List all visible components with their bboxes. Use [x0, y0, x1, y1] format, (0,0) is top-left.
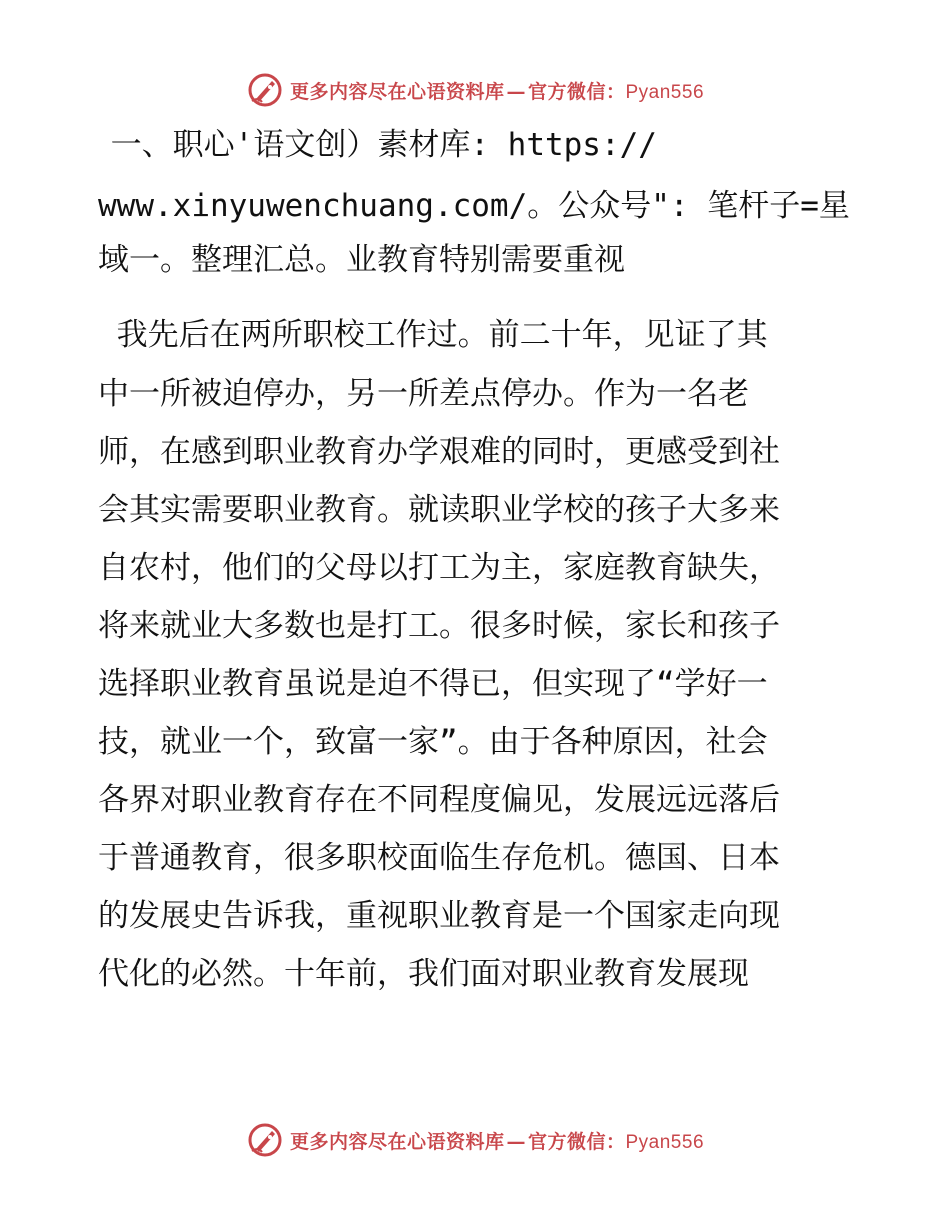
header-banner-text [290, 77, 704, 104]
body-line-5: 自农村，他们的父母以打工为主，家庭教育缺失， [98, 550, 780, 586]
body-line-11: 的发展史告诉我，重视职业教育是一个国家走向现 [98, 898, 780, 934]
header-wechat-id: Pyan556 [625, 81, 705, 103]
title-line-3: 域一。整理汇总。业教育特别需要重视 [98, 242, 625, 278]
title-line-1: 一、职心'语文创）素材库: https:// [92, 127, 657, 163]
pen-nib-logo-icon [246, 71, 284, 109]
footer-wechat-id: Pyan556 [625, 1131, 705, 1153]
footer-banner-separator: — [506, 1130, 526, 1153]
body-line-4: 会其实需要职业教育。就读职业学校的孩子大多来 [98, 492, 780, 528]
body-line-9: 各界对职业教育存在不同程度偏见，发展远远落后 [98, 782, 780, 818]
title-line-2: www.xinyuwenchuang.com/。公众号": 笔杆子=星 [98, 188, 850, 224]
body-line-2: 中一所被迫停办，另一所差点停办。作为一名老 [98, 376, 749, 412]
body-line-10: 于普通教育，很多职校面临生存危机。德国、日本 [98, 840, 780, 876]
header-banner-title: 更多内容尽在心语资料库 [289, 80, 505, 103]
body-line-3: 师，在感到职业教育办学艰难的同时，更感受到社 [98, 434, 780, 470]
footer-banner-title: 更多内容尽在心语资料库 [289, 1130, 505, 1153]
pen-nib-logo-icon [246, 1121, 284, 1159]
footer-wechat-label: 官方微信： [527, 1130, 626, 1153]
body-line-7: 选择职业教育虽说是迫不得已，但实现了“学好一 [98, 666, 768, 702]
footer-banner [0, 1118, 950, 1162]
header-banner-separator: — [506, 80, 526, 103]
header-banner [0, 68, 950, 112]
body-line-6: 将来就业大多数也是打工。很多时候，家长和孩子 [98, 608, 780, 644]
body-line-12: 代化的必然。十年前，我们面对职业教育发展现 [98, 956, 749, 992]
header-wechat-label: 官方微信： [527, 80, 626, 103]
body-line-1: 我先后在两所职校工作过。前二十年，见证了其 [98, 317, 768, 353]
footer-banner-text [290, 1127, 704, 1154]
body-line-8: 技，就业一个，致富一家”。由于各种原因，社会 [98, 724, 768, 760]
